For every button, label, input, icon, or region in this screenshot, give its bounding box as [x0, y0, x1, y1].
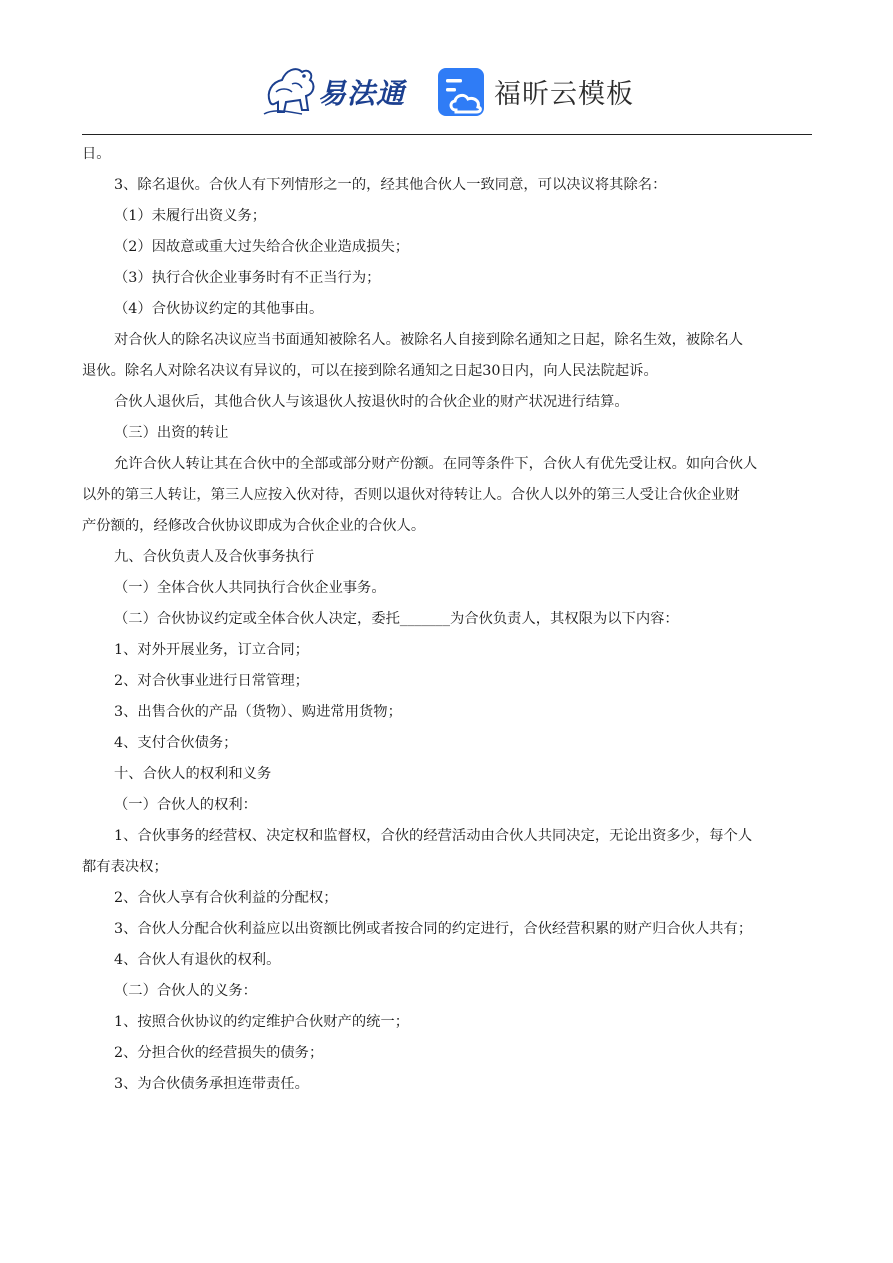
section-heading: 十、合伙人的权利和义务	[114, 766, 272, 782]
body-line: （2）因故意或重大过失给合伙企业造成损失；	[114, 239, 410, 255]
body-line: 1、合伙事务的经营权、决定权和监督权，合伙的经营活动由合伙人共同决定，无论出资多少，每个人	[114, 828, 753, 844]
body-line: 3、为合伙债务承担连带责任。	[114, 1076, 309, 1092]
foxit-template-logo-text: 福昕云模板	[494, 79, 634, 110]
document-body	[82, 139, 812, 1100]
yifatong-logo-text: 易法通	[318, 77, 406, 110]
foxit-template-logo	[436, 66, 636, 118]
body-line: （4）合伙协议约定的其他事由。	[114, 301, 324, 317]
page-header	[0, 0, 893, 134]
body-line: 产份额的，经修改合伙协议即成为合伙企业的合伙人。	[82, 518, 426, 534]
body-line: 允许合伙人转让其在合伙中的全部或部分财产份额。在同等条件下，合伙人有优先受让权。如向合伙人	[114, 456, 758, 472]
body-line: 1、按照合伙协议的约定维护合伙财产的统一；	[114, 1014, 410, 1030]
section-heading: （三）出资的转让	[114, 425, 229, 441]
section-heading: 九、合伙负责人及合伙事务执行	[114, 549, 315, 565]
body-line: 1、对外开展业务，订立合同；	[114, 642, 309, 658]
body-line: 3、除名退伙。合伙人有下列情形之一的，经其他合伙人一致同意，可以决议将其除名：	[114, 177, 667, 193]
body-line: 退伙。除名人对除名决议有异议的，可以在接到除名通知之日起30日内，向人民法院起诉。	[82, 363, 658, 379]
foxit-cloud-doc-icon	[436, 66, 488, 118]
body-line: （一）全体合伙人共同执行合伙企业事务。	[114, 580, 386, 596]
body-line: 2、分担合伙的经营损失的债务；	[114, 1045, 324, 1061]
body-line: 合伙人退伙后，其他合伙人与该退伙人按退伙时的合伙企业的财产状况进行结算。	[114, 394, 629, 410]
body-line: 4、支付合伙债务；	[114, 735, 238, 751]
header-divider	[82, 134, 812, 135]
body-line: 2、对合伙事业进行日常管理；	[114, 673, 309, 689]
body-line: 都有表决权；	[82, 859, 168, 875]
qilin-emblem-icon	[262, 62, 320, 118]
body-line: （一）合伙人的权利：	[114, 797, 257, 813]
yifatong-logo	[262, 62, 412, 118]
body-line: 3、出售合伙的产品（货物）、购进常用货物；	[114, 704, 402, 720]
body-line: 以外的第三人转让，第三人应按入伙对待，否则以退伙对待转让人。合伙人以外的第三人受让合伙企业财	[82, 487, 740, 503]
body-line: 4、合伙人有退伙的权利。	[114, 952, 281, 968]
body-line: 3、合伙人分配合伙利益应以出资额比例或者按合同的约定进行，合伙经营积累的财产归合伙人共有；	[114, 921, 753, 937]
body-line: （二）合伙人的义务：	[114, 983, 257, 999]
body-line: （1）未履行出资义务；	[114, 208, 267, 224]
body-line: 2、合伙人享有合伙利益的分配权；	[114, 890, 338, 906]
body-line: （3）执行合伙企业事务时有不正当行为；	[114, 270, 381, 286]
body-line: 日。	[82, 146, 111, 162]
body-line: 对合伙人的除名决议应当书面通知被除名人。被除名人自接到除名通知之日起，除名生效，被除名人	[114, 332, 744, 348]
body-line: （二）合伙协议约定或全体合伙人决定，委托_______为合伙负责人，其权限为以下内容：	[114, 611, 679, 627]
